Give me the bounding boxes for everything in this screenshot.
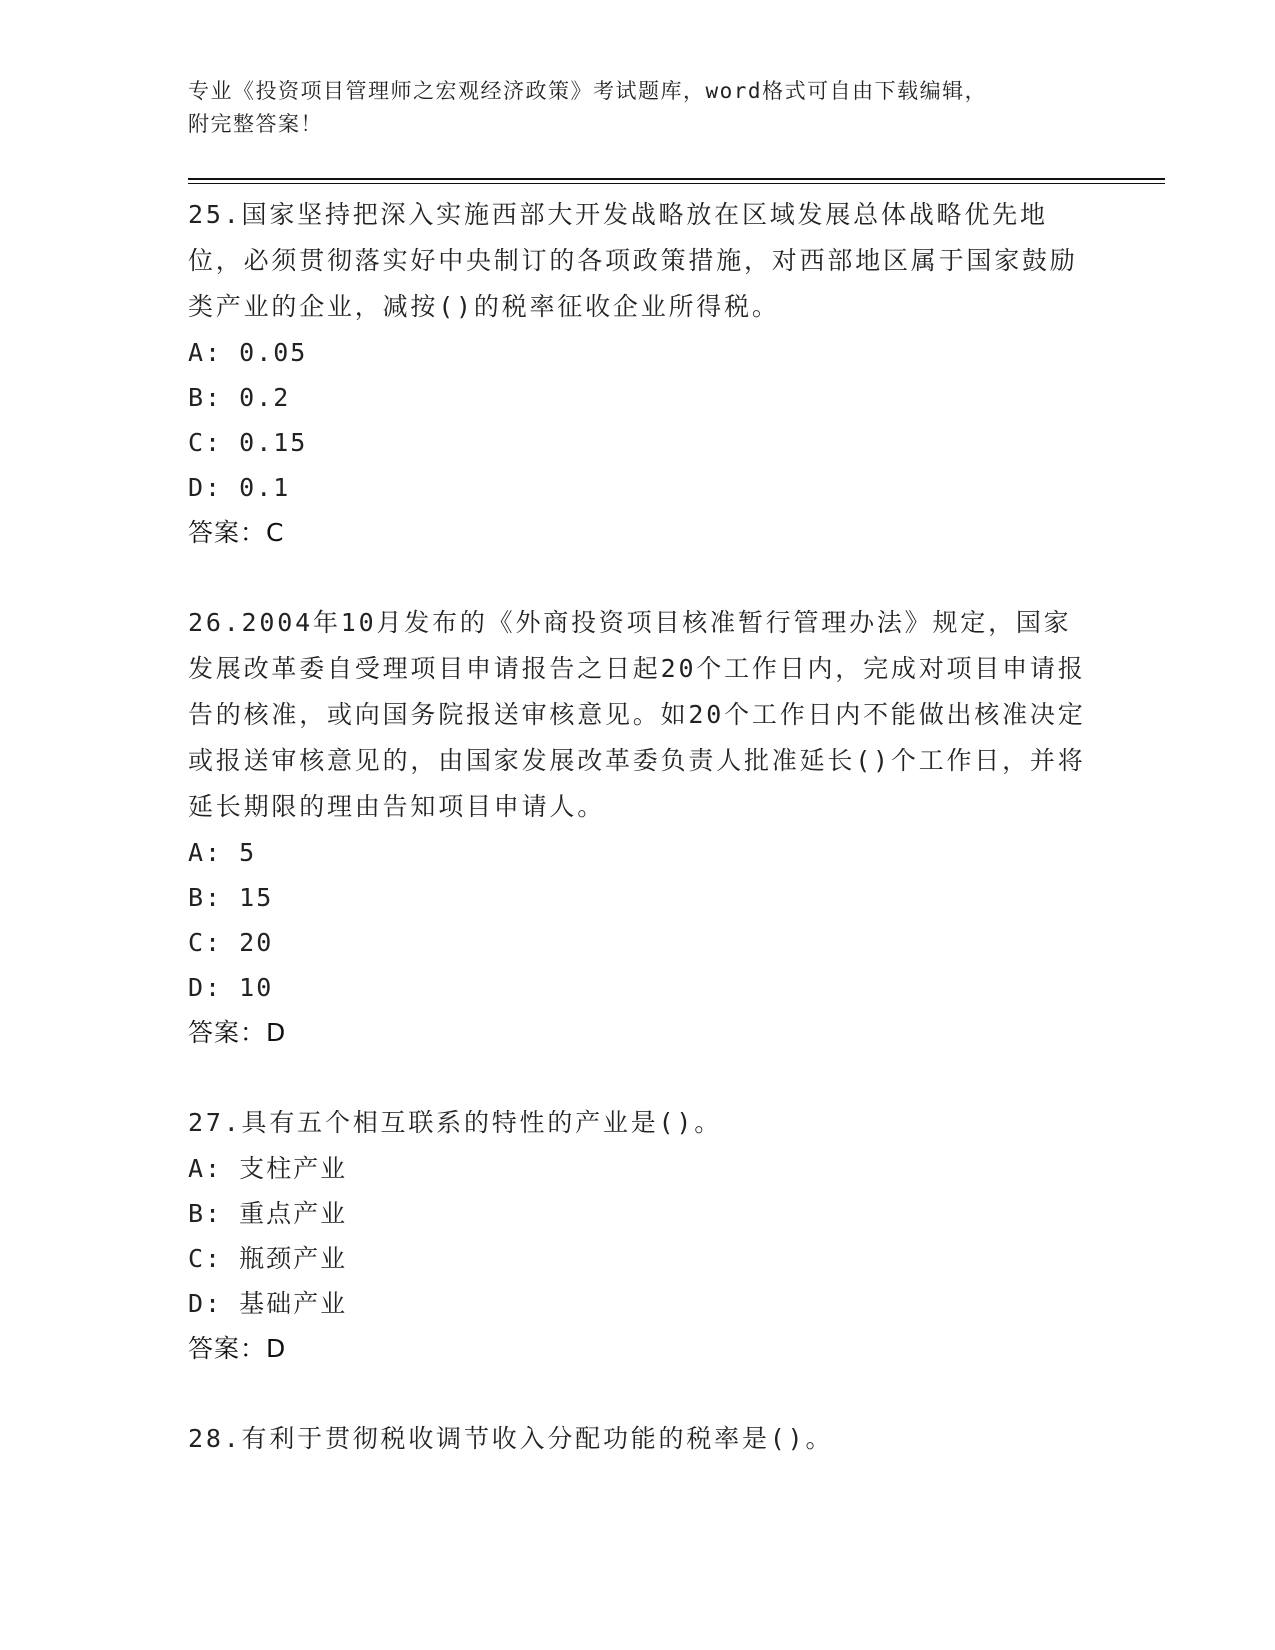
answer-label: 答案：D (188, 1334, 287, 1363)
document-page (188, 0, 1168, 1650)
question-stem: 27.具有五个相互联系的特性的产业是()。 (188, 1108, 723, 1137)
header-line-1: 专业《投资项目管理师之宏观经济政策》考试题库，word格式可自由下载编辑， (188, 79, 988, 103)
option-c: C: 0.15 (188, 428, 308, 457)
option-c: C: 瓶颈产业 (188, 1244, 348, 1273)
option-b: B: 重点产业 (188, 1199, 348, 1228)
document-header (188, 75, 1088, 141)
question-25 (188, 192, 1088, 556)
header-divider-thick (188, 178, 1165, 180)
question-stem: 25.国家坚持把深入实施西部大开发战略放在区域发展总体战略优先地位，必须贯彻落实好中央制订的各项政策措施，对西部地区属于国家鼓励类产业的企业，减按()的税率征收企业所得税。 (188, 200, 1078, 321)
question-stem: 26.2004年10月发布的《外商投资项目核准暂行管理办法》规定，国家发展改革委自受理项目申请报告之日起20个工作日内，完成对项目申请报告的核准，或向国务院报送审核意见。如20个工作日内不能做出核准决定或报送审核意见的，由国家发展改革委负责人批准延长()个工作日，并将延长期限的理由告知项目申请人。 (188, 608, 1086, 821)
question-28 (188, 1416, 1088, 1462)
answer-label: 答案：C (188, 518, 285, 547)
header-divider-thin (188, 183, 1165, 184)
option-b: B: 0.2 (188, 383, 291, 412)
question-stem: 28.有利于贯彻税收调节收入分配功能的税率是()。 (188, 1424, 834, 1453)
question-27 (188, 1100, 1088, 1372)
option-d: D: 10 (188, 973, 274, 1002)
option-a: A: 0.05 (188, 338, 308, 367)
question-26 (188, 600, 1088, 1056)
answer-label: 答案：D (188, 1018, 287, 1047)
option-d: D: 基础产业 (188, 1289, 348, 1318)
option-d: D: 0.1 (188, 473, 291, 502)
option-c: C: 20 (188, 928, 274, 957)
question-list (188, 192, 1088, 1506)
option-b: B: 15 (188, 883, 274, 912)
option-a: A: 支柱产业 (188, 1154, 348, 1183)
option-a: A: 5 (188, 838, 257, 867)
header-line-2: 附完整答案！ (188, 112, 323, 136)
